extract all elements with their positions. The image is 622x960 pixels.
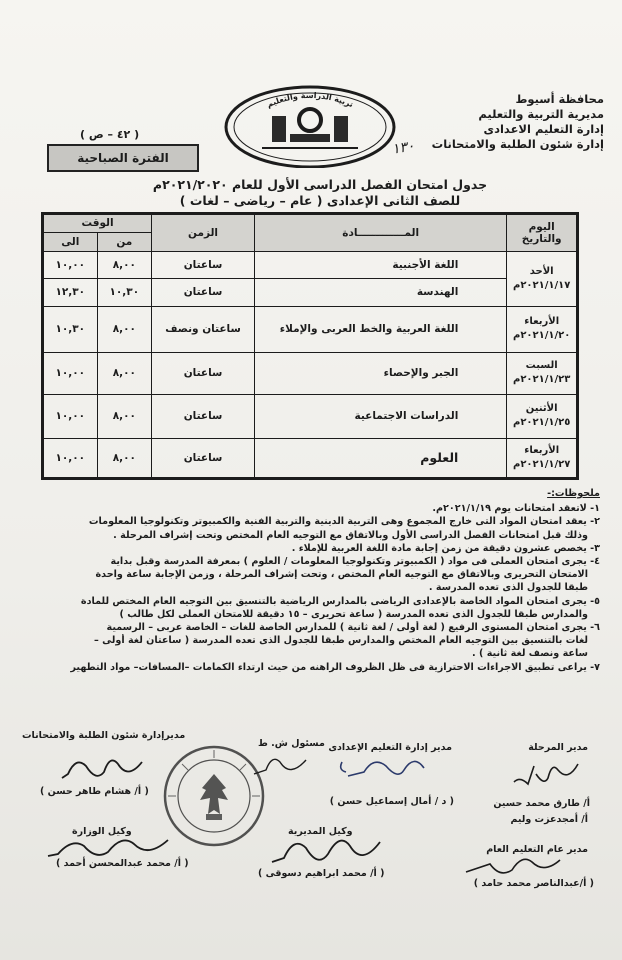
schedule-title — [150, 177, 490, 209]
to-cell: ١٠,٠٠ — [43, 352, 98, 394]
svg-text:تربية الدراسة والتعليم — [265, 91, 354, 109]
form-code: ( ٤٢ – ص ) — [80, 128, 140, 141]
from-cell: ١٠,٣٠ — [97, 279, 152, 306]
subject-cell: الجبر والإحصاء — [255, 352, 507, 394]
from-cell: ٨,٠٠ — [97, 352, 152, 394]
title-line-1: جدول امتحان الفصل الدراسى الأول للعام ٢٠٢١/٢٠٢٠م — [152, 177, 488, 192]
header-block — [404, 92, 604, 152]
from-cell: ٨,٠٠ — [97, 306, 152, 352]
notes-section — [20, 487, 600, 674]
table-row — [43, 306, 578, 352]
to-cell: ١٢,٣٠ — [43, 279, 98, 306]
duration-cell: ساعتان — [152, 352, 255, 394]
admin-director-name: ( د / أمال إسماعيل حسن ) — [329, 796, 454, 807]
note-line: ٧- يراعى تطبيق الاجراءات الاحترازية فى ظل الظروف الراهنه من حيث ارتداء الكمامات –المسافات– مواد التطهير — [70, 661, 600, 673]
directorate-deputy-title: وكيل المديرية — [288, 826, 353, 837]
exam-schedule-table — [41, 212, 579, 480]
to-cell: ١٠,٣٠ — [43, 306, 98, 352]
note-line: ١- لاتعقد امتحانات يوم ٢٠٢١/١/١٩م. — [432, 503, 600, 515]
note-line: ساعة ونصف لغة ثانية ) . — [472, 648, 588, 660]
day-date-cell — [507, 306, 578, 352]
day-date-cell — [507, 394, 578, 438]
date: ٢٠٢١/١/٢٠م — [512, 330, 571, 342]
date: ٢٠٢١/١/٢٣م — [512, 374, 571, 386]
note-line: ٦- يجرى امتحان المستوى الرفيع ( لغة أولى / لغة ثانية ) للمدارس الخاصة للغات – الخاصة عربى – الرسمية — [106, 622, 600, 634]
header-time: الوقت — [43, 214, 152, 233]
admin-director-title: مدير إدارة التعليم الإعدادى — [328, 742, 452, 753]
stage-director-title: مدير المرحلة — [528, 742, 588, 753]
subject-cell: العلوم — [255, 438, 507, 478]
day: الأثنين — [525, 403, 558, 415]
duration-cell: ساعتان — [152, 438, 255, 478]
note-line: ٥- يجرى امتحان المواد الخاصة بالإعدادى الرياضى بالمدارس الرياضية بالتنسيق بين التوجيه العام المختص للمادة — [80, 595, 600, 607]
subject-cell: الدراسات الاجتماعية — [255, 394, 507, 438]
from-cell: ٨,٠٠ — [97, 394, 152, 438]
governorate: محافظة أسيوط — [515, 92, 604, 106]
period-box: الفترة الصباحية — [47, 144, 199, 172]
admin-director-signature — [334, 750, 430, 784]
header-from: من — [97, 232, 152, 251]
directorate-deputy-name: ( أ/ محمد ابراهيم دسوقى ) — [258, 868, 385, 879]
duration-cell: ساعتان — [152, 279, 255, 306]
administration: إدارة التعليم الاعدادى — [483, 122, 604, 136]
official-signature — [250, 754, 310, 782]
subject-cell: الهندسة — [255, 279, 507, 306]
table-row — [43, 394, 578, 438]
directorate-deputy-signature — [266, 832, 386, 872]
day: السبت — [525, 360, 558, 372]
note-line: ٣- يخصص عشرون دقيقة من زمن إجابة مادة اللغة العربية للإملاء . — [291, 542, 600, 554]
logo-text: تربية الدراسة والتعليم — [265, 90, 355, 110]
day: الأربعاء — [524, 444, 560, 456]
subject-cell: اللغة العربية والخط العربى والإملاء — [255, 306, 507, 352]
general-director-title: مدير عام التعليم العام — [486, 844, 588, 855]
reference-number: ١٣٠ — [390, 138, 416, 158]
header-duration: الزمن — [152, 214, 255, 252]
table-row — [43, 352, 578, 394]
day-date-cell — [507, 438, 578, 478]
ministry-deputy-title: وكيل الوزارة — [72, 826, 132, 837]
stage-director-name-2: أ/ أمجدعزت وليم — [510, 814, 588, 825]
directorate: مديرية التربية والتعليم — [478, 107, 604, 121]
subject-cell: اللغة الأجنبية — [255, 251, 507, 278]
official-title: مسئول ش. ط — [258, 738, 325, 749]
from-cell: ٨,٠٠ — [97, 438, 152, 478]
to-cell: ١٠,٠٠ — [43, 438, 98, 478]
title-line-2: للصف الثانى الإعدادى ( عام – رياضى – لغات ) — [179, 193, 461, 208]
stage-director-name-1: أ/ طارق محمد حسين — [493, 798, 590, 809]
table-row — [43, 438, 578, 478]
from-cell: ٨,٠٠ — [97, 251, 152, 278]
to-cell: ١٠,٠٠ — [43, 251, 98, 278]
day-date-cell — [507, 251, 578, 306]
note-line: ٢- يعقد امتحان المواد التى خارج المجموع وهى التربية الدينية والتربية الفنية والكمبيوتر وتكنولوجيا المعلومات — [88, 516, 600, 528]
stage-director-signature — [508, 756, 584, 792]
header-subject: المـــــــــــــادة — [255, 214, 507, 252]
notes-heading: ملحوظات:- — [547, 488, 600, 499]
ministry-deputy-signature — [44, 832, 174, 864]
students-director-signature — [58, 752, 148, 786]
header-to: الى — [43, 232, 98, 251]
day-date-cell — [507, 352, 578, 394]
duration-cell: ساعتان — [152, 251, 255, 278]
note-line: وذلك قبل امتحانات الفصل الدراسى الأول وبالاتفاق مع التوجيه العام المختص وتحت إشراف المرحلة . — [113, 529, 588, 541]
header-day-date: اليوم والتاريخ — [507, 214, 578, 252]
date: ٢٠٢١/١/١٧م — [512, 279, 571, 291]
day: الأربعاء — [524, 316, 560, 328]
note-line: طبقا للجدول الذى تعده المدرسة . — [428, 582, 588, 594]
general-director-name: ( أ/عبدالناصر محمد حامد ) — [473, 878, 594, 889]
note-line: لغات بالتنسيق بين التوجيه العام المختص والمدارس طبقا للجدول الذى تعده المدرسة ( ساعتان لغة أولى – — [93, 635, 588, 647]
table-row — [43, 279, 578, 306]
duration-cell: ساعتان — [152, 394, 255, 438]
duration-cell: ساعتان ونصف — [152, 306, 255, 352]
students-director-title: مديرإدارة شئون الطلبة والامتحانات — [22, 730, 186, 741]
note-line: والمدارس طبقا للجدول الذى تعده المدرسة ( ساعة تحريرى – ١٥ دقيقة للامتحان العملى لكل طالب ) — [119, 608, 588, 620]
date: ٢٠٢١/١/٢٧م — [512, 458, 571, 470]
to-cell: ١٠,٠٠ — [43, 394, 98, 438]
note-line: الامتحان التحريرى وبالاتفاق مع التوجيه العام المختص ، وتحت إشراف المرحلة ، وزمن الإجابة ساعة واحدة — [95, 569, 588, 581]
date: ٢٠٢١/١/٢٥م — [512, 417, 571, 429]
students-director-name: ( أ/ هشام طاهر حسن ) — [40, 786, 149, 797]
ministry-logo — [222, 82, 398, 168]
note-line: ٤- يجرى امتحان العملى فى مواد ( الكمبيوتر وتكنولوجيا المعلومات / العلوم ) بمعرفة المدرسة وقبل بداية — [110, 556, 600, 568]
ministry-deputy-name: ( أ/ محمد عبدالمحسن أحمد ) — [56, 858, 189, 869]
department: إدارة شئون الطلبة والامتحانات — [431, 137, 604, 151]
table-row — [43, 251, 578, 278]
day: الأحد — [529, 265, 554, 277]
general-director-signature — [456, 852, 566, 882]
